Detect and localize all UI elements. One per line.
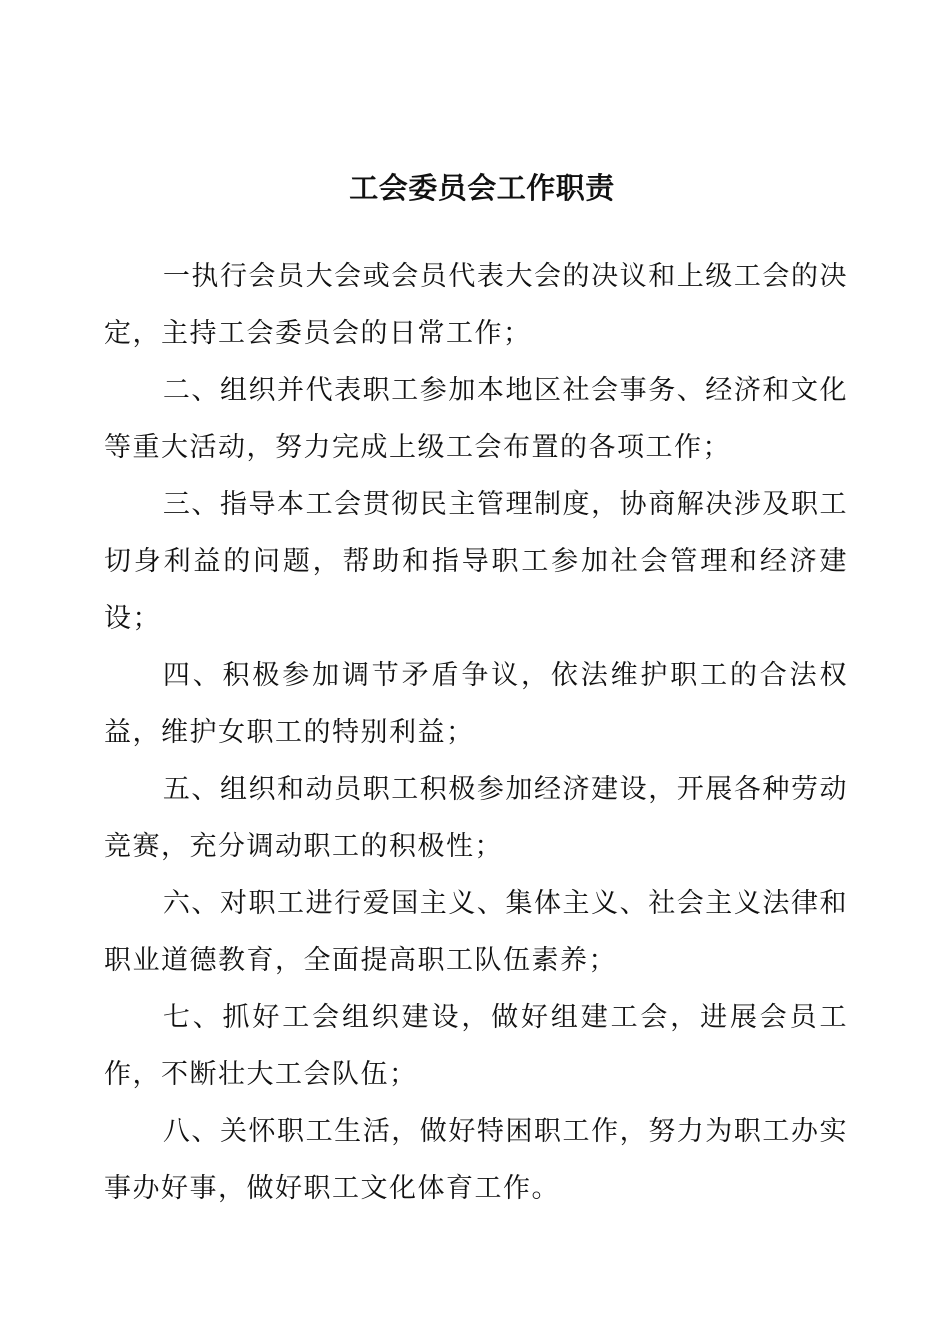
duty-item-4: 四、积极参加调节矛盾争议，依法维护职工的合法权益，维护女职工的特别利益； [104, 660, 848, 748]
document-title: 工会委员会工作职责 [349, 171, 615, 205]
duty-item-5: 五、组织和动员职工积极参加经济建设，开展各种劳动竞赛，充分调动职工的积极性； [104, 774, 848, 862]
duty-item-1: 一执行会员大会或会员代表大会的决议和上级工会的决定，主持工会委员会的日常工作； [104, 261, 848, 349]
duty-item-8: 八、关怀职工生活，做好特困职工作，努力为职工办实事办好事，做好职工文化体育工作。 [104, 1116, 848, 1204]
duty-item-6: 六、对职工进行爱国主义、集体主义、社会主义法律和职业道德教育，全面提高职工队伍素养； [104, 888, 848, 976]
duty-item-2: 二、组织并代表职工参加本地区社会事务、经济和文化等重大活动，努力完成上级工会布置的各项工作； [104, 375, 848, 463]
duty-item-7: 七、抓好工会组织建设，做好组建工会，进展会员工作，不断壮大工会队伍； [104, 1002, 848, 1090]
document-body [104, 248, 848, 1217]
duty-item-3: 三、指导本工会贯彻民主管理制度，协商解决涉及职工切身利益的问题，帮助和指导职工参加社会管理和经济建设； [104, 489, 848, 634]
